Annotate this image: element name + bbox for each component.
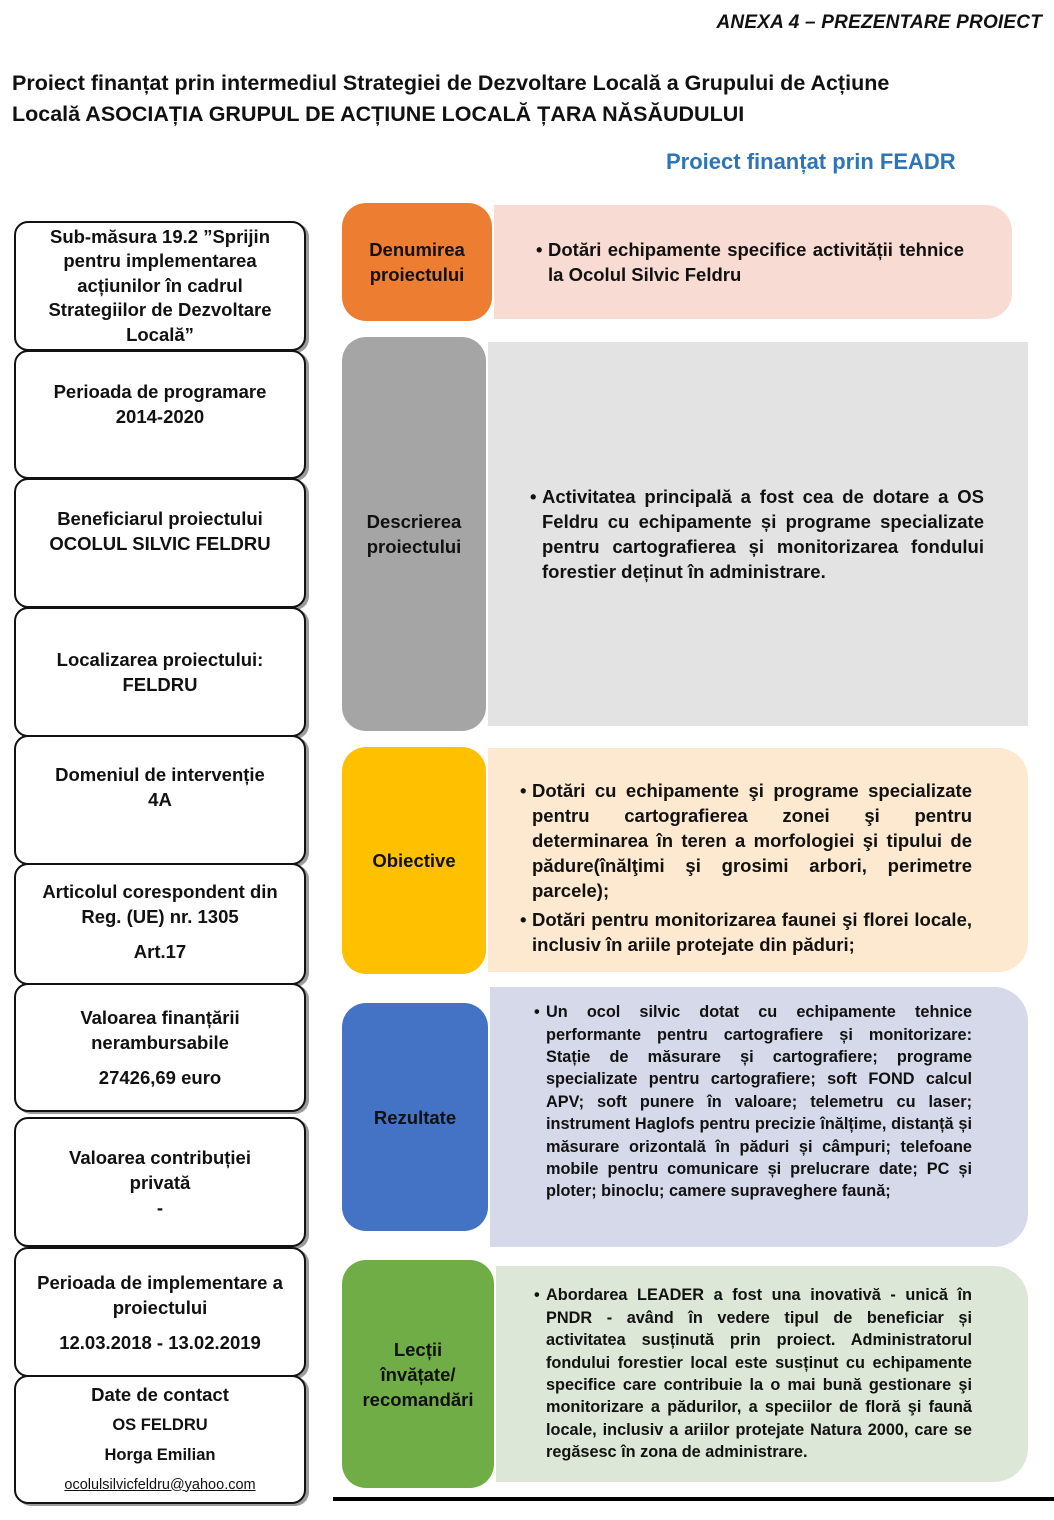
intervention-domain-label: Domeniul de intervenție bbox=[55, 764, 265, 785]
bottom-rule bbox=[333, 1497, 1054, 1501]
lessons-bullet: • Abordarea LEADER a fost una inovativă - unică în PNDR - având în vedere tipul de beneficiar și activitatea susținută prin proiect. Administratorul fondului forestier local este susținut cu echipamente specifice care contribuie la o mai bună gestionare şi monitorizare a pădurilor, a speciilor de floră şi faună locale, inclusiv a ariilor protejate Natura 2000, care se regăsesc în zona de administrare. bbox=[536, 1284, 972, 1463]
location-box bbox=[14, 607, 306, 737]
article-value: Art.17 bbox=[133, 940, 187, 962]
programming-period-box bbox=[14, 350, 306, 479]
section-label-name-text: Denumirea proiectului bbox=[369, 239, 465, 285]
implementation-period-box bbox=[14, 1247, 306, 1377]
objectives-bullet: • Dotări pentru monitorizarea faunei şi florei locale, inclusiv în ariile protejate din păduri; bbox=[522, 907, 972, 957]
contact-person: Horga Emilian bbox=[104, 1445, 216, 1464]
beneficiary-value: OCOLUL SILVIC FELDRU bbox=[49, 533, 271, 554]
section-panel-name bbox=[494, 205, 1012, 319]
section-panel-objectives bbox=[488, 748, 1028, 972]
grant-value-label-line1: Valoarea finanțării bbox=[80, 1007, 240, 1028]
section-label-objectives-text: Obiective bbox=[372, 850, 456, 871]
submeasure-box bbox=[14, 221, 306, 351]
results-bullet: • Un ocol silvic dotat cu echipamente tehnice performante pentru cartografiere și monitorizare: Stație de măsurare și cartografiere; programe specializate pentru cartografiere; soft FOND calcul APV; soft punere în valoare; telemetru cu laser; instrument Haglofs pentru precizie înălțime, distanță și măsurare orizontală în păduri și câmpuri; telefoane mobile pentru comunicare și prelucrare date; PC și ploter; binoclu; camere supraveghere faună; bbox=[536, 1001, 972, 1203]
contact-box bbox=[14, 1375, 306, 1504]
submeasure-line: Locală” bbox=[126, 323, 194, 345]
intervention-domain-value: 4A bbox=[148, 789, 172, 810]
grant-value-label-line2: nerambursabile bbox=[91, 1032, 229, 1053]
article-box bbox=[14, 863, 306, 985]
location-value: FELDRU bbox=[122, 674, 198, 695]
section-label-description-text: Descrierea proiectului bbox=[366, 511, 462, 557]
title-line-2: Locală ASOCIAȚIA GRUPUL DE ACȚIUNE LOCALĂ ȚARA NĂSĂUDULUI bbox=[12, 102, 745, 126]
private-contribution-box bbox=[14, 1117, 306, 1247]
implementation-period-value: 12.03.2018 - 13.02.2019 bbox=[59, 1331, 261, 1353]
page-title bbox=[12, 68, 1042, 130]
implementation-period-label-line1: Perioada de implementare a bbox=[37, 1271, 283, 1293]
objectives-bullet: • Dotări cu echipamente şi programe specializate pentru cartografierea zonei şi pentru determinarea în teren a morfologiei şi tipului de pădure(înălţimi şi grosimi arbori, perimetre parcele); bbox=[522, 778, 972, 903]
name-bullet: • Dotări echipamente specifice activității tehnice la Ocolul Silvic Feldru bbox=[538, 237, 964, 287]
programming-period-label: Perioada de programare bbox=[53, 380, 267, 402]
contact-label: Date de contact bbox=[91, 1383, 229, 1405]
funding-source-label: Proiect finanțat prin FEADR bbox=[666, 149, 956, 174]
lessons-label-line3: recomandări bbox=[362, 1388, 474, 1410]
grant-value-box bbox=[14, 983, 306, 1112]
section-label-description bbox=[342, 337, 486, 731]
lessons-label-line1: Lecții bbox=[393, 1338, 443, 1360]
submeasure-line: Sub-măsura 19.2 ”Sprijin bbox=[49, 225, 270, 247]
beneficiary-box bbox=[14, 478, 306, 608]
contact-email-link[interactable]: ocolulsilvicfeldru@yahoo.com bbox=[64, 1476, 256, 1493]
section-panel-lessons bbox=[496, 1266, 1028, 1482]
section-label-lessons bbox=[342, 1260, 494, 1488]
section-panel-description bbox=[488, 342, 1028, 726]
intervention-domain-box bbox=[14, 735, 306, 865]
submeasure-line: pentru implementarea bbox=[63, 250, 257, 272]
section-panel-results bbox=[490, 987, 1028, 1247]
grant-value-amount: 27426,69 euro bbox=[98, 1067, 222, 1088]
implementation-period-label-line2: proiectului bbox=[112, 1296, 208, 1318]
lessons-label-line2: învățate/ bbox=[380, 1363, 456, 1385]
description-bullet: • Activitatea principală a fost cea de dotare a OS Feldru cu echipamente și programe specializate pentru cartografierea și monitorizarea fondului forestier deținut în administrare. bbox=[532, 484, 984, 584]
section-label-results bbox=[342, 1003, 488, 1231]
title-line-1: Proiect finanțat prin intermediul Strategiei de Dezvoltare Locală a Grupului de Acțiune bbox=[12, 71, 890, 95]
private-contribution-value: - bbox=[156, 1196, 164, 1218]
article-label-line1: Articolul corespondent din bbox=[42, 880, 278, 902]
submeasure-line: acțiunilor în cadrul bbox=[77, 274, 243, 296]
contact-org: OS FELDRU bbox=[112, 1415, 208, 1434]
private-contribution-label-line2: privată bbox=[129, 1171, 191, 1193]
annex-title: ANEXA 4 – PREZENTARE PROIECT bbox=[716, 12, 1042, 33]
section-label-name bbox=[342, 203, 492, 321]
location-label: Localizarea proiectului: bbox=[56, 649, 264, 670]
beneficiary-label: Beneficiarul proiectului bbox=[57, 508, 263, 529]
section-label-results-text: Rezultate bbox=[373, 1106, 457, 1128]
submeasure-line: Strategiilor de Dezvoltare bbox=[48, 299, 272, 321]
section-label-objectives bbox=[342, 747, 486, 974]
private-contribution-label-line1: Valoarea contribuției bbox=[69, 1146, 251, 1168]
programming-period-value: 2014-2020 bbox=[115, 405, 205, 427]
article-label-line2: Reg. (UE) nr. 1305 bbox=[81, 905, 239, 927]
